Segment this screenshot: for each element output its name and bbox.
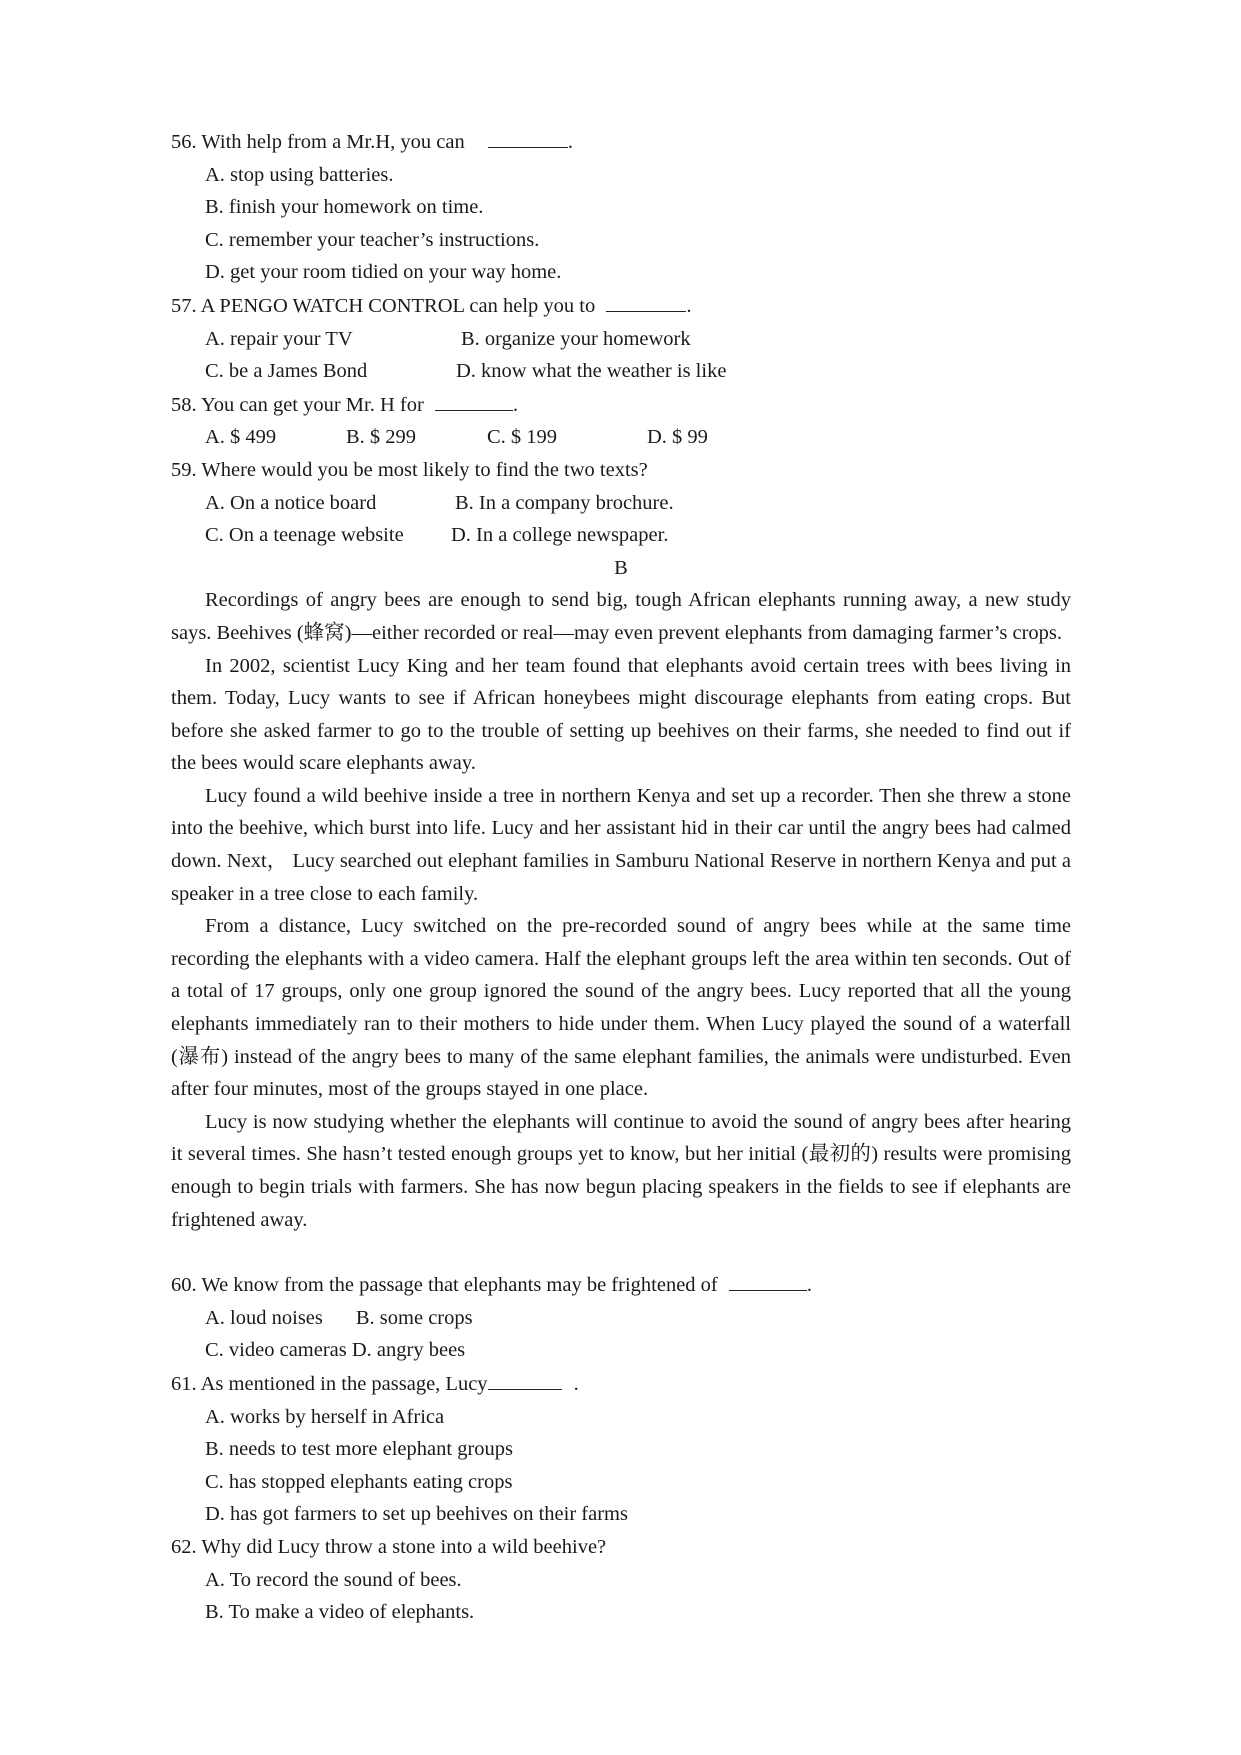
option-b: B. finish your homework on time. — [205, 196, 484, 219]
option-d: D. $ 99 — [647, 426, 708, 449]
question-57: 57. A PENGO WATCH CONTROL can help you to . — [171, 289, 1071, 323]
option-d: D. has got farmers to set up beehives on their farms — [205, 1503, 628, 1526]
option-c: C. be a James Bond — [205, 360, 368, 383]
question-stem: 57. A PENGO WATCH CONTROL can help you to — [171, 294, 596, 317]
options-row — [171, 323, 1071, 356]
question-stem: 60. We know from the passage that elephants may be frightened of — [171, 1274, 718, 1297]
question-58: 58. You can get your Mr. H for . — [171, 388, 1071, 422]
option-b: B. some crops — [355, 1306, 473, 1329]
option-c: C. has stopped elephants eating crops — [205, 1470, 513, 1493]
option-d: D. know what the weather is like — [456, 360, 727, 383]
options-row — [171, 355, 1071, 388]
passage-paragraph: From a distance, Lucy switched on the pre-recorded sound of angry bees while at the same time recording the elephants with a video camera. Half the elephant groups left the area within ten seconds. Out of a total of 17 groups, only one group ignored the sound of the angry bees. Lucy reported that all the young elephants immediately ran to their mothers to hide under them. When Lucy played the sound of a waterfall (瀑布) instead of the angry bees to many of the same elephant families, the animals were undisturbed. Even after four minutes, most of the groups stayed in one place. — [171, 915, 1071, 1101]
option-d: D. get your room tidied on your way home. — [205, 261, 562, 284]
question-60: 60. We know from the passage that elephants may be frightened of . — [171, 1268, 1071, 1302]
option-b: B. needs to test more elephant groups — [205, 1438, 514, 1461]
answer-blank — [606, 289, 686, 312]
option-c: C. $ 199 — [487, 426, 558, 449]
answer-blank — [488, 125, 568, 148]
option-a: A. $ 499 — [205, 426, 277, 449]
section-heading: B — [614, 556, 628, 579]
question-61: 61. As mentioned in the passage, Lucy . — [171, 1367, 1071, 1401]
option-b: B. In a company brochure. — [455, 491, 674, 514]
option-a: A. To record the sound of bees. — [205, 1568, 462, 1591]
passage-paragraph: Lucy found a wild beehive inside a tree in northern Kenya and set up a recorder. Then she threw a stone into the beehive, which burst into life. Lucy and her assistant hid in their car until the angry bees had calmed down. Next， Lucy searched out elephant families in Samburu National Reserve in northern Kenya and put a speaker in a tree close to each family. — [171, 784, 1071, 905]
option-a: A. works by herself in Africa — [205, 1405, 445, 1428]
question-62: 62. Why did Lucy throw a stone into a wild beehive? — [171, 1535, 607, 1558]
options-row — [171, 1302, 1071, 1335]
passage-paragraph: In 2002, scientist Lucy King and her team found that elephants avoid certain trees with bees living in them. Today, Lucy wants to see if African honeybees might discourage elephants from eating crops. But before she asked farmer to go to the trouble of setting up beehives on their farms, she needed to find out if the bees would scare elephants away. — [171, 654, 1071, 775]
option-b: B. To make a video of elephants. — [205, 1601, 475, 1624]
exam-page — [171, 125, 1071, 1629]
option-a: A. On a notice board — [205, 491, 377, 514]
option-a: A. stop using batteries. — [205, 163, 394, 186]
question-56: 56. With help from a Mr.H, you can . — [171, 125, 1071, 159]
option-c: C. video cameras — [205, 1339, 347, 1362]
passage-paragraph: Recordings of angry bees are enough to send big, tough African elephants running away, a new study says. Beehives (蜂窝)—either recorded or real—may even prevent elephants from damaging farmer’s crops. — [171, 589, 1071, 644]
answer-blank — [435, 388, 513, 411]
question-stem: 61. As mentioned in the passage, Lucy — [171, 1372, 488, 1395]
options-row — [171, 1334, 1071, 1367]
answer-blank — [488, 1367, 562, 1390]
option-a: A. loud noises — [205, 1306, 323, 1329]
question-stem: 58. You can get your Mr. H for — [171, 393, 424, 416]
option-d: D. In a college newspaper. — [451, 524, 669, 547]
option-b: B. $ 299 — [346, 426, 417, 449]
option-d: D. angry bees — [351, 1339, 466, 1362]
options-row — [171, 519, 1071, 552]
question-59: 59. Where would you be most likely to find the two texts? — [171, 458, 648, 481]
answer-blank — [729, 1268, 807, 1291]
options-row — [171, 487, 1071, 520]
option-b: B. organize your homework — [461, 327, 691, 350]
passage-paragraph: Lucy is now studying whether the elephants will continue to avoid the sound of angry bees after hearing it several times. She hasn’t tested enough groups yet to know, but her initial (最初的) results were promising enough to begin trials with farmers. She has now begun placing speakers in the fields to see if elephants are frightened away. — [171, 1110, 1071, 1231]
option-c: C. remember your teacher’s instructions. — [205, 228, 540, 251]
option-c: C. On a teenage website — [205, 524, 404, 547]
spacer — [171, 1236, 1071, 1268]
options-row — [171, 421, 1071, 454]
question-stem: 56. With help from a Mr.H, you can — [171, 131, 465, 153]
option-a: A. repair your TV — [205, 327, 353, 350]
